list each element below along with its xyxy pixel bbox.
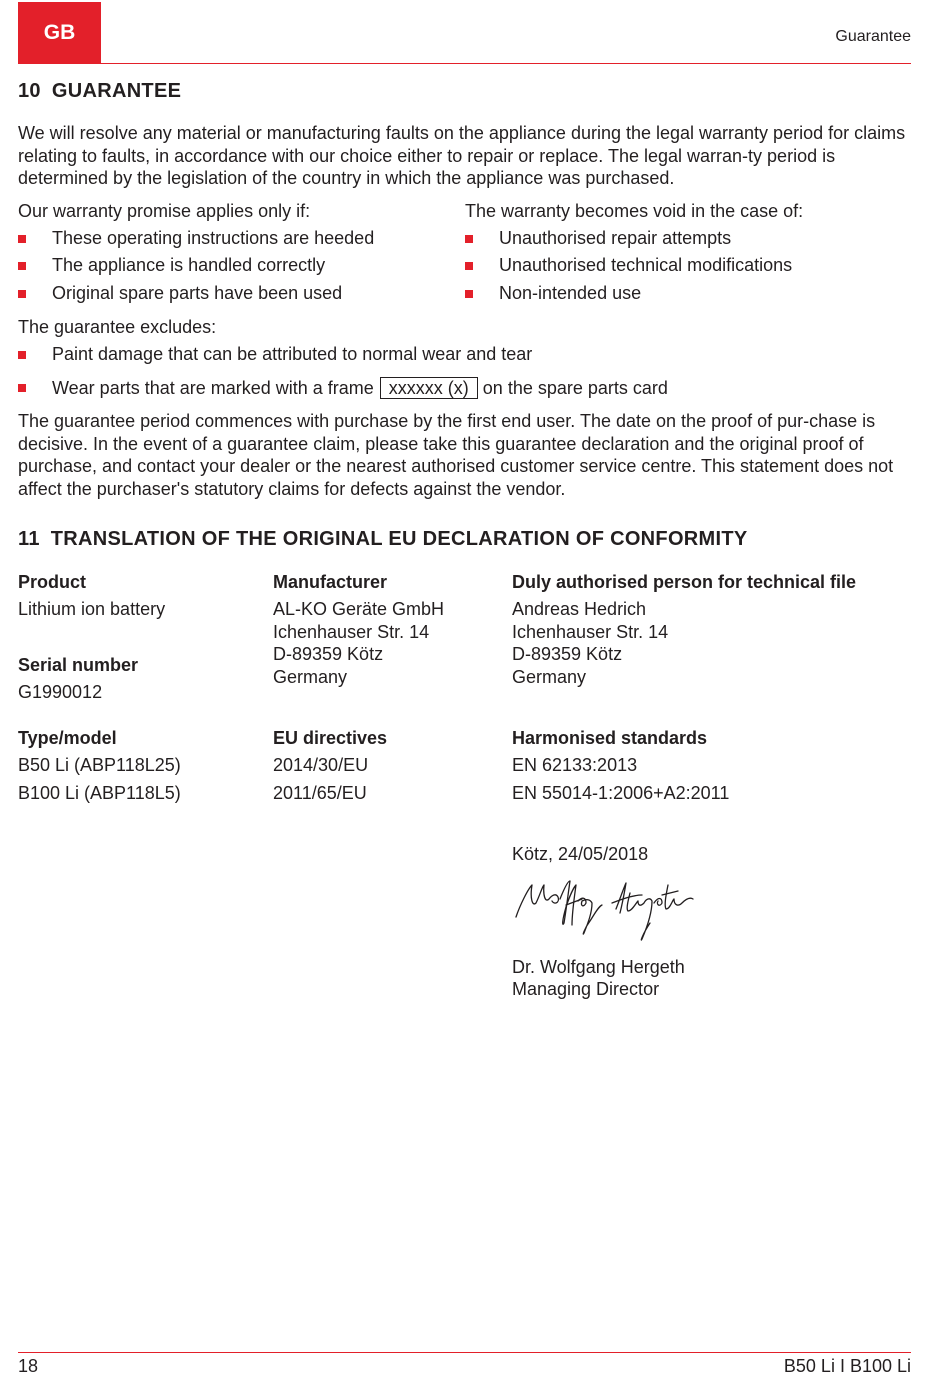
authorised-person-name: Andreas Hedrich — [512, 599, 647, 619]
manufacturer-label: Manufacturer — [273, 572, 388, 592]
handwritten-signature — [512, 877, 697, 947]
header-divider — [18, 63, 911, 64]
bullet-square-icon — [465, 290, 473, 298]
harmonised-standards-label: Harmonised standards — [512, 728, 708, 748]
excludes-item — [18, 377, 668, 399]
promise-heading: Our warranty promise applies only if: — [18, 201, 311, 221]
excludes-item-text: Paint damage that can be attributed to normal wear and tear — [52, 344, 533, 364]
promise-item — [18, 283, 342, 304]
void-heading: The warranty becomes void in the case of: — [465, 201, 804, 221]
section-10-heading — [18, 80, 181, 103]
bullet-square-icon — [18, 262, 26, 270]
signatory-name: Dr. Wolfgang Hergeth — [512, 957, 685, 977]
eu-directives-label: EU directives — [273, 728, 388, 748]
eu-directive-value: 2011/65/EU — [273, 783, 367, 803]
section-10-title: GUARANTEE — [51, 80, 182, 102]
product-label: Product — [18, 572, 87, 592]
authorised-person-label: Duly authorised person for technical file — [512, 572, 857, 592]
section-11-number: 11 — [18, 528, 40, 550]
authorised-person-address — [512, 598, 668, 688]
bullet-square-icon — [465, 262, 473, 270]
section-11-heading — [18, 528, 748, 551]
section-11-title: TRANSLATION OF THE ORIGINAL EU DECLARATION OF CONFORMITY — [50, 528, 748, 550]
guarantee-closing-paragraph: The guarantee period commences with purchase by the first end user. The date on the proof of pur-chase is decisive. In the event of a guarantee claim, please take this guarantee declaration and the original proof of purchase, and contact your dealer or the nearest authorised customer service centre. This statement does not affect the purchaser's statutory claims for defects against the vendor. — [18, 411, 894, 499]
excludes-item — [18, 344, 532, 365]
eu-directive-value: 2014/30/EU — [273, 755, 369, 775]
promise-item-text: Original spare parts have been used — [52, 283, 343, 303]
signatory-role: Managing Director — [512, 979, 660, 999]
void-item-text: Unauthorised repair attempts — [499, 228, 732, 248]
manufacturer-name: AL-KO Geräte GmbH — [273, 599, 445, 619]
language-tab: GB — [18, 2, 101, 64]
promise-item-text: These operating instructions are heeded — [52, 228, 375, 248]
footer-divider — [18, 1352, 911, 1353]
bullet-square-icon — [18, 384, 26, 392]
promise-item — [18, 228, 374, 249]
promise-item — [18, 255, 325, 276]
manufacturer-country: Germany — [273, 666, 348, 687]
harmonised-standard-value: EN 55014-1:2006+A2:2011 — [512, 783, 730, 803]
guarantee-intro-paragraph: We will resolve any material or manufacturing faults on the appliance during the legal warranty period for claims relating to faults, in accordance with our choice either to repair or replace. The legal warran-ty period is determined by the legislation of the country in which the appliance was purchased. — [18, 123, 906, 188]
authorised-person-street: Ichenhauser Str. 14 — [512, 621, 669, 642]
manufacturer-city: D-89359 Kötz — [273, 644, 384, 665]
void-item — [465, 255, 792, 276]
void-item — [465, 228, 731, 249]
wear-part-frame-sample: xxxxxx (x) — [380, 377, 478, 399]
bullet-square-icon — [18, 235, 26, 243]
manufacturer-street: Ichenhauser Str. 14 — [273, 621, 430, 642]
bullet-square-icon — [18, 290, 26, 298]
product-value: Lithium ion battery — [18, 599, 166, 619]
authorised-person-country: Germany — [512, 666, 587, 687]
type-model-value: B50 Li (ABP118L25) — [18, 755, 181, 775]
excludes-item-text: Wear parts that are marked with a frame — [52, 377, 374, 398]
bullet-square-icon — [18, 351, 26, 359]
harmonised-standard-value: EN 62133:2013 — [512, 755, 638, 775]
section-10-number: 10 — [18, 80, 41, 102]
type-model-value: B100 Li (ABP118L5) — [18, 783, 181, 803]
void-item-text: Non-intended use — [499, 283, 642, 303]
void-item-text: Unauthorised technical modifications — [499, 255, 793, 275]
void-item — [465, 283, 641, 304]
manufacturer-address — [273, 598, 444, 688]
excludes-item-text-end: on the spare parts card — [482, 377, 668, 398]
excludes-heading: The guarantee excludes: — [18, 317, 217, 337]
authorised-person-city: D-89359 Kötz — [512, 644, 623, 665]
footer-model-name: B50 Li I B100 Li — [783, 1356, 911, 1376]
serial-number-label: Serial number — [18, 655, 139, 675]
bullet-square-icon — [465, 235, 473, 243]
promise-item-text: The appliance is handled correctly — [52, 255, 326, 275]
page-number: 18 — [18, 1356, 39, 1376]
serial-number-value: G1990012 — [18, 682, 103, 702]
type-model-label: Type/model — [18, 728, 117, 748]
place-and-date: Kötz, 24/05/2018 — [512, 844, 649, 864]
page-section-title: Guarantee — [835, 28, 911, 45]
